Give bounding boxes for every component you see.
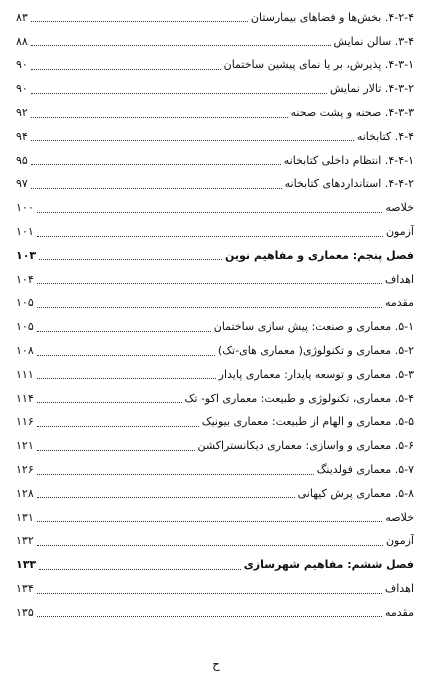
toc-dot-leader [37, 616, 382, 617]
toc-entry-title: ۴-۴-۱. انتظام داخلی کتابخانه [283, 153, 414, 167]
toc-entry [16, 458, 414, 482]
toc-entry-page: ۹۴ [16, 129, 28, 143]
toc-entry-page: ۹۲ [16, 106, 28, 120]
toc-dot-leader [31, 45, 331, 46]
toc-entry-page: ۸۳ [16, 10, 28, 24]
toc-chapter-entry [16, 244, 414, 268]
toc-entry-page: ۱۲۸ [16, 486, 34, 500]
toc-dot-leader [39, 259, 222, 260]
toc-dot-leader [37, 283, 382, 284]
toc-dot-leader [37, 236, 383, 237]
toc-dot-leader [37, 521, 383, 522]
toc-entry [16, 339, 414, 363]
toc-entry [16, 506, 414, 530]
toc-entry [16, 173, 414, 197]
toc-entry-page: ۱۳۳ [16, 558, 37, 572]
toc-dot-leader [37, 402, 182, 403]
page-number: ح [212, 657, 220, 671]
toc-entry [16, 196, 414, 220]
toc-entry-page: ۸۸ [16, 34, 28, 48]
toc-dot-leader [37, 355, 215, 356]
toc-entry-page: ۹۵ [16, 153, 28, 167]
toc-entry-title: آزمون [385, 225, 414, 239]
toc-dot-leader [31, 69, 221, 70]
toc-dot-leader [37, 378, 216, 379]
toc-entry [16, 411, 414, 435]
toc-entry-title: ۵-۷. معماری فولدینگ [316, 463, 414, 477]
toc-entry-page: ۱۳۴ [16, 582, 34, 596]
toc-dot-leader [37, 426, 199, 427]
toc-entry [16, 601, 414, 625]
toc-entry [16, 30, 414, 54]
toc-entry-title: مقدمه [384, 605, 414, 619]
toc-entry-page: ۱۱۴ [16, 391, 34, 405]
toc-entry-title: ۴-۳-۲. تالار نمایش [329, 82, 414, 96]
toc-entry [16, 6, 414, 30]
toc-dot-leader [37, 474, 314, 475]
toc-entry-title: ۴-۴. کتابخانه [356, 129, 414, 143]
toc-entry-page: ۹۰ [16, 82, 28, 96]
toc-entry-page: ۱۰۸ [16, 344, 34, 358]
toc-entry [16, 54, 414, 78]
toc-dot-leader [39, 569, 241, 570]
toc-entry-page: ۱۱۶ [16, 415, 34, 429]
toc-entry [16, 530, 414, 554]
toc-entry-title: ۵-۵. معماری و الهام از طبیعت: معماری بیونیک [201, 415, 414, 429]
table-of-contents [16, 6, 414, 625]
toc-entry-title: اهداف [384, 582, 414, 596]
toc-entry-page: ۹۷ [16, 177, 28, 191]
toc-entry-title: فصل ششم: مفاهیم شهرسازی [243, 558, 414, 572]
toc-entry-page: ۱۳۱ [16, 510, 34, 524]
toc-entry-title: ۵-۱. معماری و صنعت: پیش سازی ساختمان [213, 320, 414, 334]
toc-entry-page: ۱۰۳ [16, 248, 37, 262]
toc-entry-page: ۱۲۱ [16, 439, 34, 453]
toc-entry-page: ۹۰ [16, 58, 28, 72]
toc-dot-leader [37, 593, 382, 594]
toc-dot-leader [31, 21, 248, 22]
toc-entry-page: ۱۲۶ [16, 463, 34, 477]
toc-dot-leader [31, 93, 327, 94]
toc-entry [16, 387, 414, 411]
toc-dot-leader [31, 164, 281, 165]
toc-entry-page: ۱۳۵ [16, 605, 34, 619]
toc-dot-leader [37, 212, 383, 213]
toc-entry [16, 268, 414, 292]
toc-entry-title: ۵-۶. معماری و واسازی: معماری دیکانستراکشن [197, 439, 414, 453]
toc-entry-page: ۱۱۱ [16, 367, 34, 381]
toc-entry-page: ۱۰۵ [16, 296, 34, 310]
toc-entry-page: ۱۳۲ [16, 534, 34, 548]
toc-entry-page: ۱۰۵ [16, 320, 34, 334]
toc-entry [16, 125, 414, 149]
toc-entry-page: ۱۰۴ [16, 272, 34, 286]
toc-entry-title: ۵-۴. معماری، تکنولوژی و طبیعت: معماری اکو- تک [184, 391, 414, 405]
toc-dot-leader [37, 331, 211, 332]
toc-entry-title: مقدمه [384, 296, 414, 310]
toc-entry-title: ۴-۲-۴. بخش‌ها و فضاهای بیمارستان [250, 10, 414, 24]
toc-dot-leader [31, 140, 354, 141]
toc-entry-title: ۵-۸. معماری پرش کیهانی [297, 486, 414, 500]
toc-entry-title: آزمون [385, 534, 414, 548]
toc-entry-title: خلاصه [385, 510, 414, 524]
toc-entry-page: ۱۰۰ [16, 201, 34, 215]
toc-dot-leader [31, 117, 288, 118]
toc-dot-leader [37, 307, 382, 308]
toc-entry-title: ۴-۴-۲. استانداردهای کتابخانه [284, 177, 414, 191]
toc-entry-title: اهداف [384, 272, 414, 286]
toc-entry-title: فصل پنجم: معماری و مفاهیم نوین [224, 248, 414, 262]
toc-entry-title: خلاصه [385, 201, 414, 215]
toc-entry [16, 101, 414, 125]
toc-entry [16, 77, 414, 101]
toc-entry [16, 315, 414, 339]
toc-dot-leader [37, 497, 295, 498]
toc-entry [16, 220, 414, 244]
toc-entry [16, 482, 414, 506]
toc-entry [16, 434, 414, 458]
toc-entry [16, 149, 414, 173]
toc-dot-leader [37, 545, 383, 546]
toc-entry-page: ۱۰۱ [16, 225, 34, 239]
toc-entry [16, 292, 414, 316]
toc-dot-leader [37, 450, 195, 451]
toc-entry-title: ۵-۲. معماری و تکنولوژی( معماری های-تک) [217, 344, 414, 358]
toc-entry [16, 363, 414, 387]
toc-entry-title: ۳-۴. سالن نمایش [333, 34, 414, 48]
toc-dot-leader [31, 188, 282, 189]
toc-entry-title: ۴-۳-۱. پذیرش، بر یا نمای پیشین ساختمان [223, 58, 414, 72]
toc-entry-title: ۵-۳. معماری و توسعه پایدار: معماری پایدار [218, 367, 414, 381]
toc-entry-title: ۴-۳-۳. صحنه و پشت صحنه [290, 106, 414, 120]
toc-chapter-entry [16, 553, 414, 577]
toc-entry [16, 577, 414, 601]
